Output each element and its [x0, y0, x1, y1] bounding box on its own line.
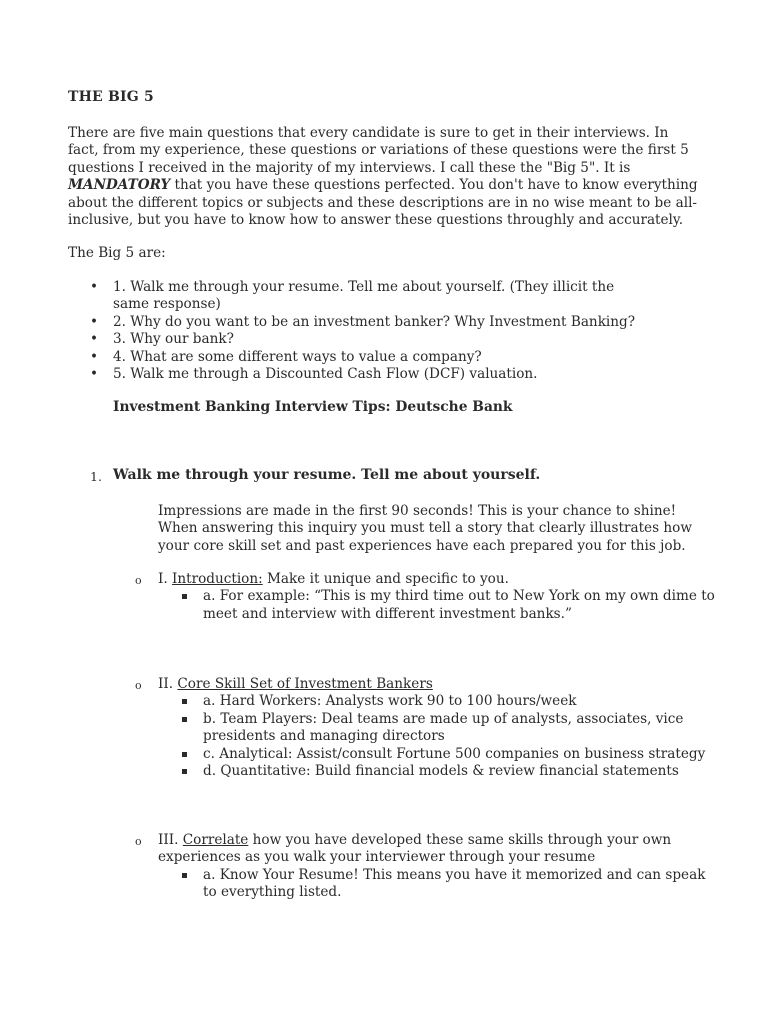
sub-list-item — [180, 588, 715, 623]
sub-list — [135, 588, 715, 623]
question-number: 1. — [90, 469, 102, 484]
intro-emphasis: MANDATORY — [68, 177, 171, 194]
sub-list-item — [180, 693, 715, 710]
question-heading: Walk me through your resume. Tell me about yourself. — [113, 467, 541, 483]
big5-item — [90, 331, 650, 348]
impressions-paragraph: Impressions are made in the first 90 seconds! This is your chance to shine! When answering this inquiry you must tell a story that clearly illustrates how your core skill set and past experiences have each prepared you for this job. — [158, 503, 692, 554]
big5-item-text: 3. Why our bank? — [113, 331, 234, 348]
outline-label: Core Skill Set of Investment Bankers — [177, 676, 433, 692]
big5-item — [90, 366, 650, 383]
bullet-icon: • — [90, 313, 99, 330]
square-bullet-icon — [182, 873, 187, 878]
section-subheading: Investment Banking Interview Tips: Deutsche Bank — [113, 399, 513, 415]
outline-heading — [135, 832, 715, 867]
sub-list-item — [180, 746, 715, 763]
intro-text-part1: There are five main questions that every candidate is sure to get in their interviews. In fact, from my experience, these questions or variations of these questions were the first 5 questions I received in the majority of my interviews. I call these the "Big 5". It is — [68, 125, 689, 176]
sub-list-item — [180, 711, 715, 746]
outline-label: Introduction: — [172, 571, 263, 587]
sub-list-item-text: a. Hard Workers: Analysts work 90 to 100 hours/week — [203, 693, 577, 710]
square-bullet-icon — [182, 752, 187, 757]
outline-prefix: II. — [158, 676, 178, 692]
big5-item-text: 2. Why do you want to be an investment banker? Why Investment Banking? — [113, 313, 636, 330]
sub-list-item-text: a. For example: “This is my third time out to New York on my own dime to meet and interview with different investment banks.” — [203, 588, 715, 622]
sub-list-item-text: d. Quantitative: Build financial models & review financial statements — [203, 763, 679, 780]
bullet-icon: • — [90, 348, 99, 365]
page-title: THE BIG 5 — [68, 89, 154, 105]
sub-list — [135, 867, 715, 902]
outline-prefix: I. — [158, 571, 173, 587]
outline-rest: Make it unique and specific to you. — [262, 571, 509, 587]
sub-list-item — [180, 867, 715, 902]
outline-rest: how you have developed these same skills through your own experiences as you walk your interviewer through your resume — [158, 832, 672, 866]
outline-section-core-skills — [135, 676, 715, 780]
big5-item-text: 4. What are some different ways to value a company? — [113, 348, 482, 365]
big5-item — [90, 349, 650, 366]
big5-list-label: The Big 5 are: — [68, 245, 166, 261]
bullet-icon: • — [90, 366, 99, 383]
circle-bullet-icon: o — [135, 679, 142, 692]
intro-text-part2: that you have these questions perfected. You don't have to know everything about the different topics or subjects and these descriptions are in no wise meant to be all-inclusive, but you have to know how to answer these questions throughly and accurately. — [68, 177, 698, 229]
sub-list-item — [180, 763, 715, 780]
outline-prefix: III. — [158, 832, 183, 848]
big5-item — [90, 279, 650, 314]
big5-list — [90, 279, 650, 383]
sub-list-item-text: a. Know Your Resume! This means you have it memorized and can speak to everything listed. — [203, 866, 706, 901]
square-bullet-icon — [182, 594, 187, 599]
square-bullet-icon — [182, 717, 187, 722]
circle-bullet-icon: o — [135, 574, 142, 587]
big5-item-text: 1. Walk me through your resume. Tell me about yourself. (They illicit the same response) — [113, 279, 615, 313]
sub-list-item-text: b. Team Players: Deal teams are made up of analysts, associates, vice presidents and managing directors — [203, 710, 684, 745]
square-bullet-icon — [182, 769, 187, 774]
outline-heading — [135, 571, 715, 588]
sub-list — [135, 693, 715, 780]
bullet-icon: • — [90, 279, 99, 295]
outline-section-introduction — [135, 571, 715, 623]
big5-item — [90, 314, 650, 331]
outline-label: Correlate — [182, 832, 249, 848]
outline-section-correlate — [135, 832, 715, 902]
big5-item-text: 5. Walk me through a Discounted Cash Flow (DCF) valuation. — [113, 366, 538, 383]
sub-list-item-text: c. Analytical: Assist/consult Fortune 500 companies on business strategy — [203, 745, 706, 762]
circle-bullet-icon: o — [135, 835, 142, 848]
square-bullet-icon — [182, 699, 187, 704]
outline-heading — [135, 676, 715, 693]
bullet-icon: • — [90, 331, 99, 348]
intro-paragraph — [68, 125, 703, 229]
